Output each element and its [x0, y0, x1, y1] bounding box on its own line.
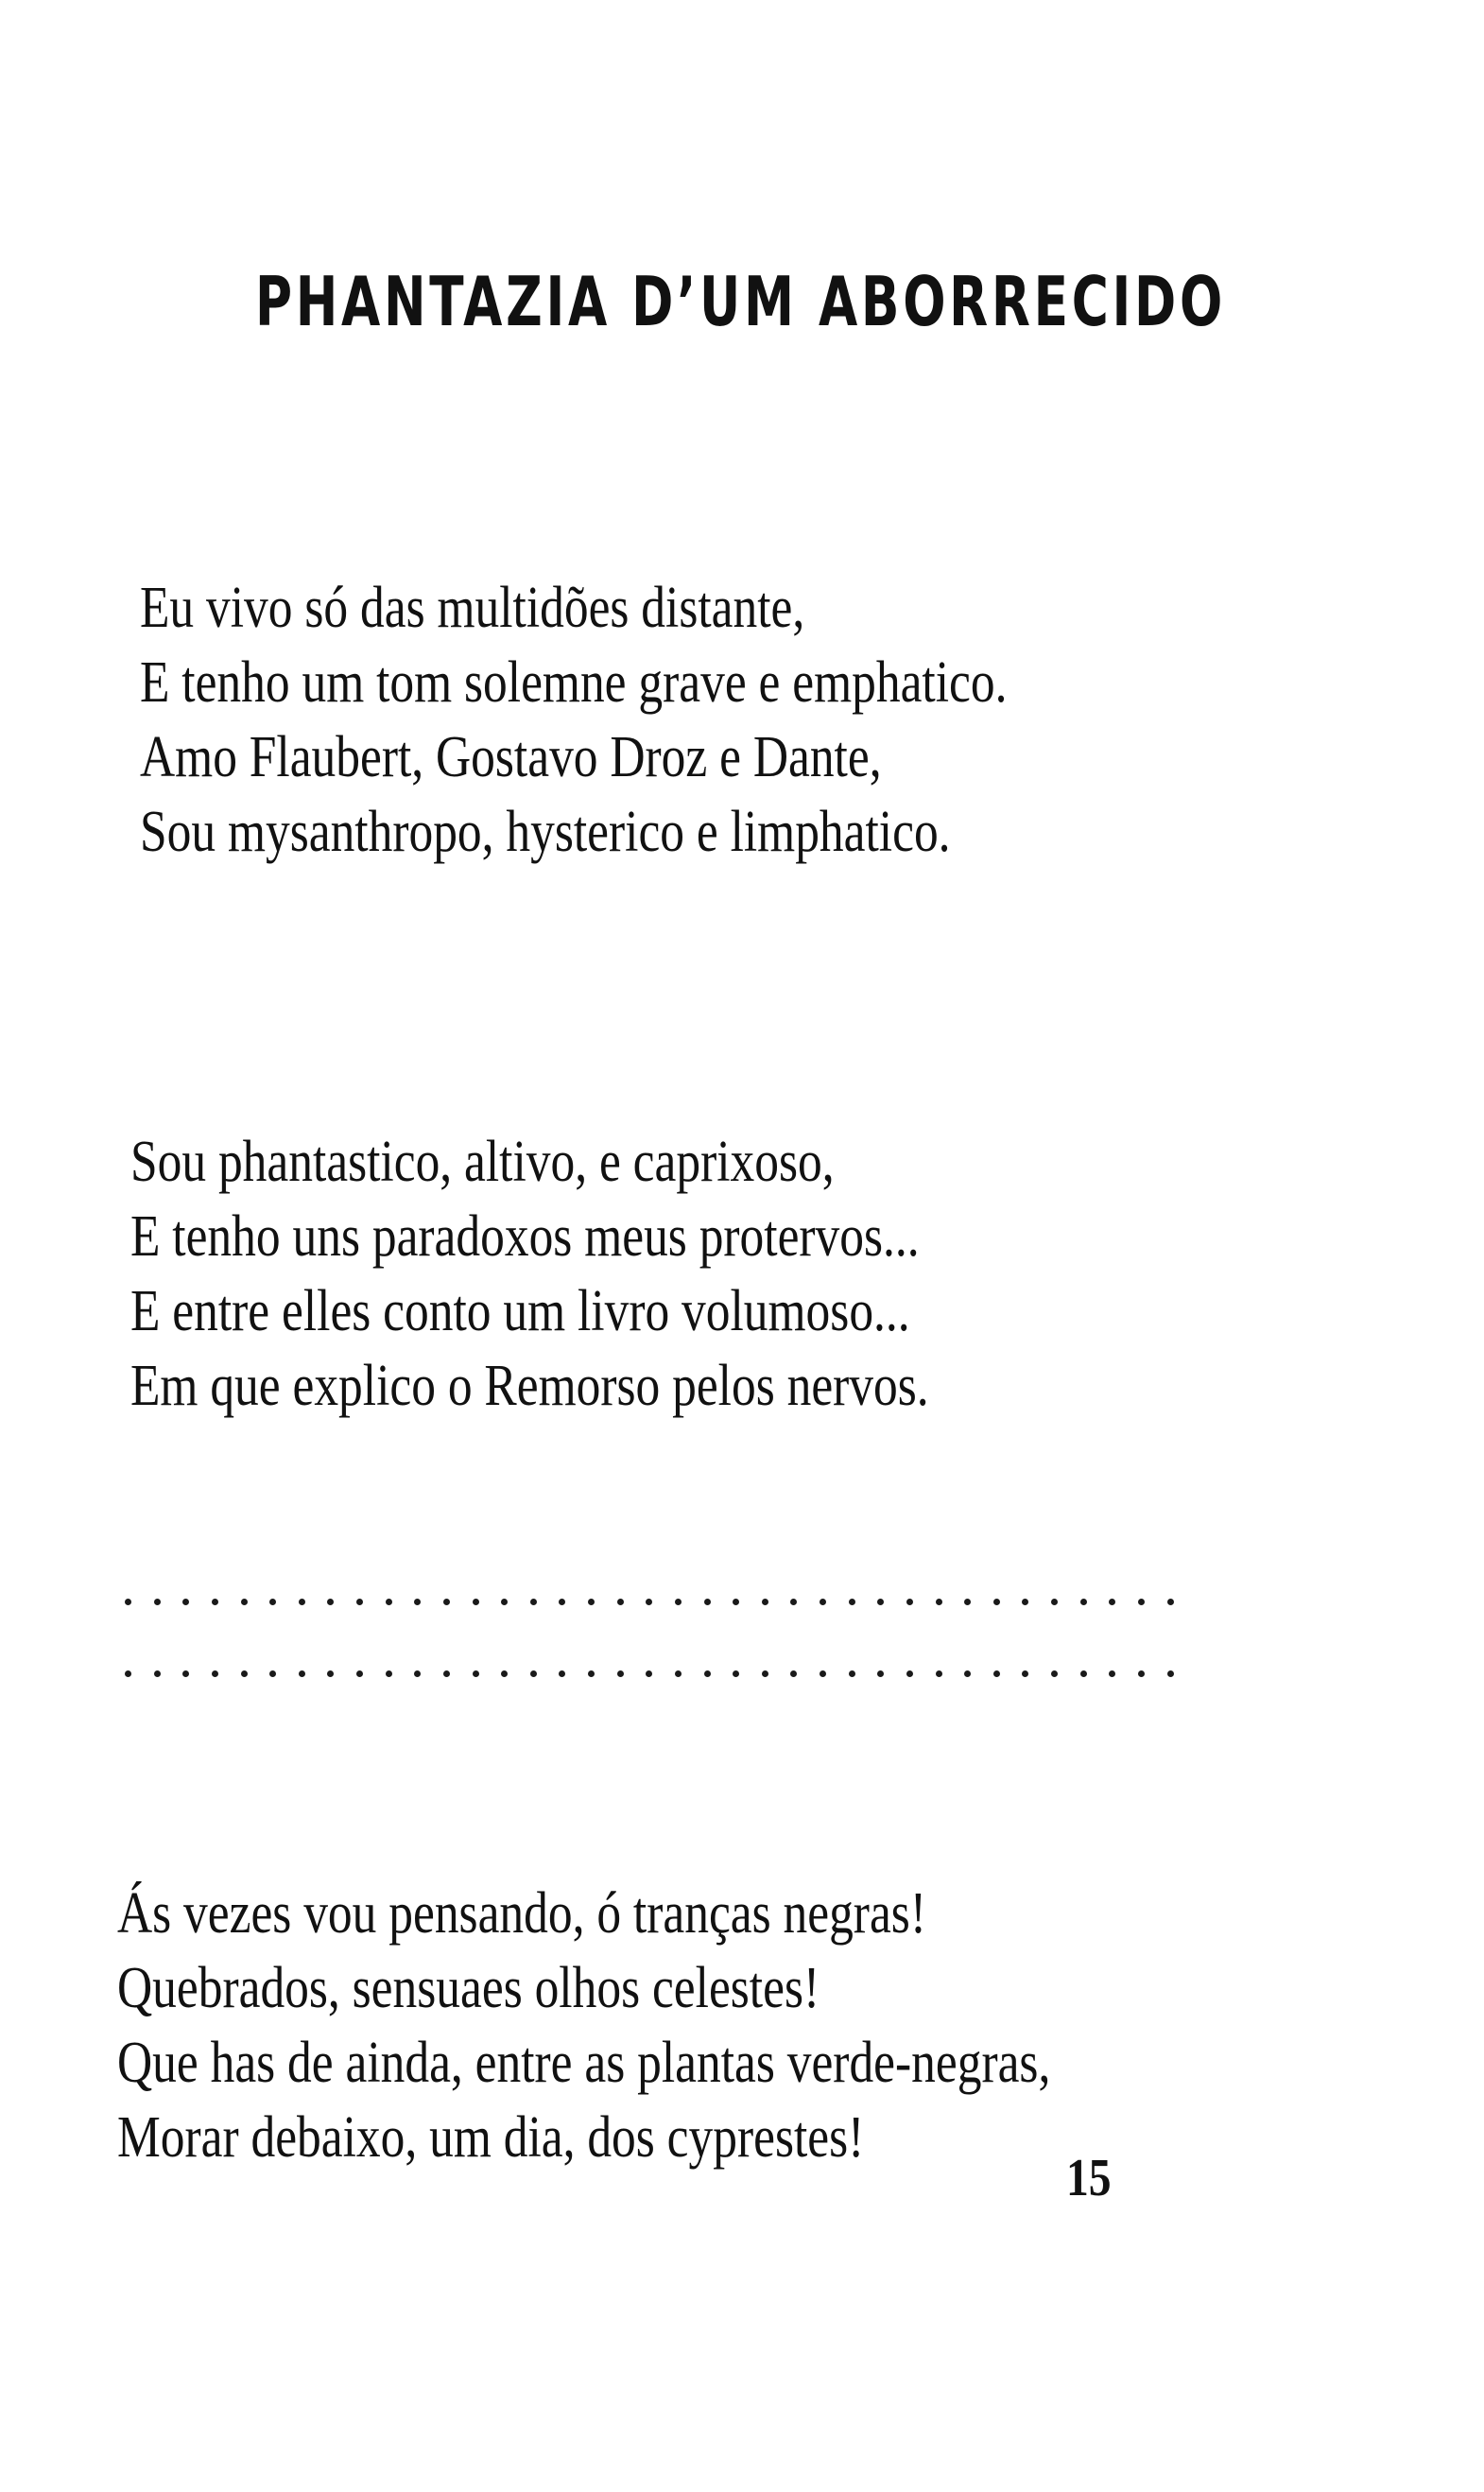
- verse-line: E entre elles conto um livro volumoso...: [130, 1279, 910, 1343]
- dot: [1080, 1599, 1087, 1605]
- verse-line: Sou phantastico, altivo, e caprixoso,: [130, 1130, 835, 1194]
- dot: [790, 1670, 797, 1677]
- dot: [733, 1670, 739, 1677]
- dot: [269, 1670, 276, 1677]
- verse-line: Sou mysanthropo, hysterico e limphatico.: [140, 800, 951, 864]
- verse-line: E tenho um tom solemne grave e emphatico.: [140, 650, 1008, 715]
- dot: [820, 1670, 826, 1677]
- dot: [906, 1599, 913, 1605]
- dot: [762, 1670, 768, 1677]
- poem-title: PHANTAZIA D’UM ABORRECIDO: [255, 262, 1226, 341]
- dot: [733, 1599, 739, 1605]
- dot: [414, 1599, 421, 1605]
- dot: [182, 1599, 189, 1605]
- dot: [443, 1670, 450, 1677]
- ellipsis-divider: [125, 1664, 1174, 1683]
- dot: [356, 1670, 363, 1677]
- dot: [1051, 1670, 1058, 1677]
- ellipsis-divider: [125, 1592, 1174, 1611]
- dot: [1051, 1599, 1058, 1605]
- dot: [212, 1670, 218, 1677]
- dot: [704, 1670, 711, 1677]
- dot: [675, 1599, 682, 1605]
- verse-line: Em que explico o Remorso pelos nervos.: [130, 1354, 929, 1418]
- dot: [617, 1670, 624, 1677]
- dot: [414, 1670, 421, 1677]
- dot: [212, 1599, 218, 1605]
- dot: [849, 1599, 855, 1605]
- dot: [501, 1670, 508, 1677]
- dot: [617, 1599, 624, 1605]
- stanza-1: [140, 571, 1184, 870]
- dot: [588, 1599, 595, 1605]
- dot: [646, 1670, 652, 1677]
- dot: [386, 1599, 392, 1605]
- dot: [964, 1670, 971, 1677]
- verse-line: Ás vezes vou pensando, ó tranças negras!: [117, 1881, 926, 1946]
- dot: [356, 1599, 363, 1605]
- dot: [762, 1599, 768, 1605]
- dot: [993, 1599, 1000, 1605]
- dot: [1167, 1670, 1174, 1677]
- dot: [704, 1599, 711, 1605]
- dot: [327, 1599, 334, 1605]
- dot: [877, 1670, 884, 1677]
- dot: [1080, 1670, 1087, 1677]
- dot: [530, 1599, 537, 1605]
- dot: [646, 1599, 652, 1605]
- dot: [327, 1670, 334, 1677]
- dot: [1138, 1599, 1145, 1605]
- verse-line: Quebrados, sensuaes olhos celestes!: [117, 1956, 820, 2020]
- dot: [125, 1670, 131, 1677]
- dot: [299, 1670, 305, 1677]
- dot: [125, 1599, 131, 1605]
- dot: [473, 1599, 479, 1605]
- dot: [299, 1599, 305, 1605]
- verse-line: Eu vivo só das multidões distante,: [140, 576, 805, 640]
- dot: [386, 1670, 392, 1677]
- dot: [993, 1670, 1000, 1677]
- dot: [501, 1599, 508, 1605]
- dot: [936, 1599, 942, 1605]
- dot: [241, 1670, 248, 1677]
- verse-line: Amo Flaubert, Gostavo Droz e Dante,: [140, 725, 882, 789]
- dot: [1167, 1599, 1174, 1605]
- verse-line: Que has de ainda, entre as plantas verde-negras,: [117, 2031, 1051, 2095]
- dot: [588, 1670, 595, 1677]
- dot: [820, 1599, 826, 1605]
- dot: [877, 1599, 884, 1605]
- dot: [964, 1599, 971, 1605]
- stanza-3: [117, 1877, 1242, 2175]
- dot: [1138, 1670, 1145, 1677]
- dot: [473, 1670, 479, 1677]
- dot: [182, 1670, 189, 1677]
- dot: [269, 1599, 276, 1605]
- dot: [1109, 1599, 1115, 1605]
- dot: [675, 1670, 682, 1677]
- verse-line: E tenho uns paradoxos meus protervos...: [130, 1204, 920, 1269]
- dot: [559, 1670, 565, 1677]
- dot: [241, 1599, 248, 1605]
- dot: [936, 1670, 942, 1677]
- dot: [1022, 1599, 1028, 1605]
- stanza-2: [130, 1125, 1093, 1424]
- dot: [1022, 1670, 1028, 1677]
- verse-line: Morar debaixo, um dia, dos cyprestes!: [117, 2105, 865, 2170]
- dot: [849, 1670, 855, 1677]
- dot: [443, 1599, 450, 1605]
- dot: [530, 1670, 537, 1677]
- dot: [559, 1599, 565, 1605]
- dot: [906, 1670, 913, 1677]
- dot: [154, 1670, 161, 1677]
- dot: [1109, 1670, 1115, 1677]
- page-number: 15: [1066, 2149, 1112, 2207]
- dot: [790, 1599, 797, 1605]
- dot: [154, 1599, 161, 1605]
